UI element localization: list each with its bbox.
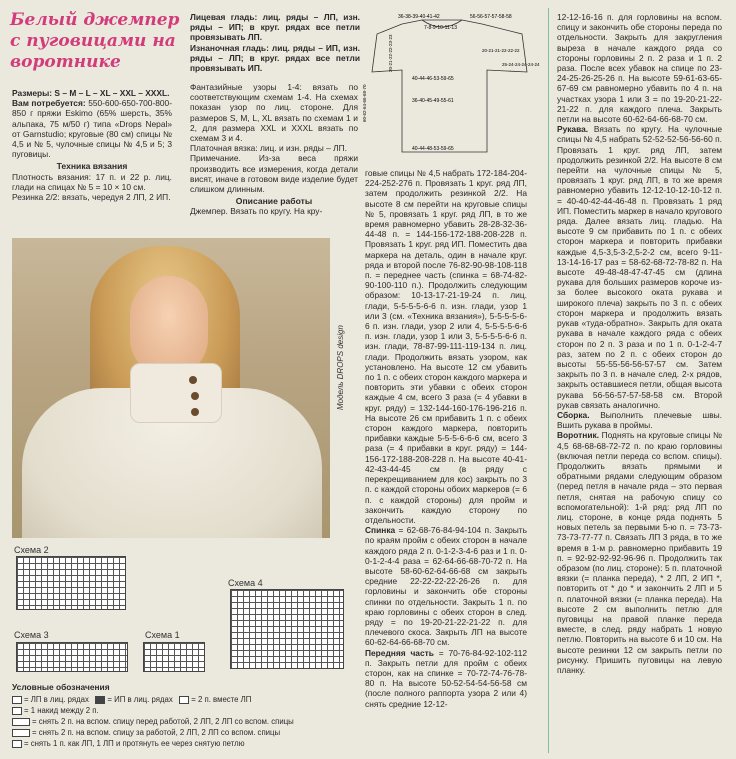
garment-schematic [362,12,542,167]
legend-title: Условные обозначения [12,682,110,692]
schem-body: 36-40-45-49-55-61 [412,98,454,104]
legend-item: = 1 накид между 2 п. [24,706,99,715]
sleeve-text: Вязать по кругу. На чулочные спицы № 4,5 набрать 52-52-52-56-56-60 п. Провязать 1 круг. ряд ЛП, затем продолжить резинкой 2/2. На высоте 8 см перейти на чулочные спицы № 5, провязать 1 круг. ряд ЛП, в то же время равномерно убавить 12-12-10-12-10-12 п. = 40-40-42-44-46-48 п. Провязать 1 ряд ИП. Поместить маркер в начало кругового ряда. Далее вязать лиц. гладью. На высоте 9 см прибавить по 1 п. с обеих сторон маркера и повторить прибавки каждые 4,5-3,5-3-2,5-2-2 см, всего 9-11-13-14-16-17 раз = 58-62-68-72-78-82 п. На высоте 49-48-48-47-47-45 см (длина рукава для больших размеров короче из-за более высокого оката рукава и широкого плеча) закрыть по 3 п. с обеих сторон маркера и продолжить вязать рукав «туда-обратно». Закрыть для оката рукава в начале каждого ряда с обеих сторон по 2 п. 3 раза и по 1 п. 0-1-2-4-7 раз, затем по 2 п. с обеих сторон до высоты 55-55-56-56-57-57 см. Затем закрыть по 3 п. в начале след. 2-х рядов, закрыть оставшиеся петли, общая высота рукава 56-56-57-57-58-58 см. Второй рукав связать аналогично. [557,124,722,410]
chart-3-grid [16,642,128,672]
schem-side: 60-62-64-66-68-70 [362,84,367,122]
photo-collar [130,363,222,423]
model-photo [12,238,330,538]
neck-text: 12-12-16-16 п. для горловины на вспом. спицу и закончить обе стороны переда по отдельности. Закрыть для закругления выреза в начале каждого ряда со стороны горловины 2 п. 2 раза и 1 п. 2 раза. После всех убавок на спице по 23-24-25-26-25-26 п. На высоте 59-61-63-65-67-69 см равномерно убавить по 4 п. на участках узора 1 или 3 = по 19-20-21-22-21-22 п. для каждого плеча. Закрыть петли на высоте 60-62-64-66-68-70 см. [557,12,722,125]
assembly-text: Выполнить плечевые швы. Вшить рукава в проймы. [557,409,723,431]
front-label: Передняя часть [365,647,434,658]
title-line-2: с пуговицами на [10,31,176,51]
sizes-text: Размеры: S – M – L – XL – XXL – XXXL. [12,88,170,98]
chart-2-grid [16,556,126,610]
column-materials [12,88,172,202]
chart-2-label: Схема 2 [14,545,49,555]
chart-1-label: Схема 1 [145,630,180,640]
button-icon [189,376,197,384]
back-label: Спинка [365,525,396,536]
garter-text: Платочная вязка: лиц. и изн. ряды – ЛП. [190,143,347,154]
front-stitch-text: Лицевая гладь: лиц. ряды – ЛП, изн. ряды – ИП; в круг. рядах все петли провязывать ЛП. [190,12,360,43]
column-finish [557,12,722,675]
title-line-1: Белый джемпер [10,10,180,30]
schem-chest: 40-44-46-53-59-65 [412,76,454,82]
legend-item: = снять 2 п. на вспом. спицу перед работой, 2 ЛП, 2 ЛП со вспом. спицы [32,717,294,726]
rib-text: Резинка 2/2: вязать, чередуя 2 ЛП, 2 ИП. [12,192,171,203]
column-body [365,168,527,709]
materials-text: 550-600-650-700-800-850 г пряжи Eskimo (65% шерсть, 35% альпака, 75 м/50 г) типа «Drops Nepal» от Garnstudio; круговые (80 см) спицы № 4,5 и № 5, чулочные спицы № 4,5 и 5; 3 пуговицы. [12,98,172,160]
schem-top-dims: 36-38-39-40-41-42 [398,14,440,20]
schem-neck: 7-8-9-10-11-13 [424,25,457,31]
schem-cuff: 25-24-24-24-24-24 [502,62,540,67]
schem-armhole: 20-21-22-22-23-23 [388,34,393,72]
column-stitches [190,12,360,73]
schem-sleeve-dims: 56-56-57-57-58-58 [470,14,512,20]
work-heading: Описание работы [235,196,313,207]
chart-3-label: Схема 3 [14,630,49,640]
legend-item: = снять 2 п. на вспом. спицу за работой, 2 ЛП, 2 ЛП со вспом. спицы [32,728,281,737]
jumper-text: Джемпер. Вязать по кругу. На кру- [190,206,323,217]
back-stitch-text: Изнаночная гладь: лиц. ряды – ИП, изн. ряды – ЛП; в круг. рядах все петли провязывать ИП. [190,42,360,74]
back-text: = 62-68-76-84-94-104 п. Закрыть по краям пройм с обеих сторон в начале каждого ряда 2 п. 0-1-2-3-4-6 раз и 1 п. 0-0-1-2-4-4 раза = 62-64-66-68-70-72 п. На высоте 58-60-62-64-66-68 см закрыть средние 22-22-22-22-26-26 п. для горловины и закончить обе стороны спинки по отдельности. Закрыть 1 п. по краю горловины с обеих сторон в след. ряду = по 19-20-21-22-21-22 п. для плечевого скоса. Закрыть ЛП на высоте 60-62-64-66-68-70 см. [365,525,527,648]
knit-symbol-icon [12,696,22,704]
cable-front-symbol-icon [12,718,30,726]
chart-1-grid [143,642,205,672]
note-text: Примечание. Из-за веса пряжи производить все измерения, когда детали висят, иначе в готовом виде изделие будет слишком длинным. [190,153,358,195]
page-title [10,10,180,73]
legend-item: = ЛП в лиц. рядах [24,695,89,704]
assembly-label: Сборка. [557,409,590,420]
cable-back-symbol-icon [12,729,30,737]
k2tog-symbol-icon [179,696,189,704]
materials-label: Вам потребуется: [12,98,86,109]
photo-credit: Модель DROPS design [336,325,345,410]
column-divider [548,8,549,753]
photo-face [130,276,208,376]
front-text: = 70-76-84-92-102-112 п. Закрыть петли для пройм с обеих сторон, как на спинке = 70-72-74-76-78-80 п. На высоте 50-52-54-54-56-58 см (после полного раппорта узора 2 или 4) снять средние 12-12- [365,647,528,709]
yarn-over-symbol-icon [12,707,22,715]
sleeve-label: Рукава. [557,124,589,135]
purl-symbol-icon [95,696,105,704]
collar-text: Поднять на круговые спицы № 4,5 68-68-68-72-72 п. по краю горловины (включая петли переда со вспом. спицы). Продолжить вязать прямыми и обратными рядами следующим образом (перед петля в начале ряда – это первая петля, снятая на рабочую спицу со вспомогательной): 1-й ряд: ряд ЛП по лиц. стороне, в конце ряда поднять 5 новых петель за первыми 5-ю п. = 73-73-73-73-77-77 п. Связать ЛП 3 ряда, в то же время в 1-м р. равномерно прибавить 19 п. = 92-92-92-92-96-96 п. Продолжить так образом (по лиц. стороне): 5 п. платочной вязки (= планка переда), * 2 ЛП, 2 ИП *, повторить от * до * и закончить 2 ЛП и 5 п. платочной вязки (= планка переда). На высоте 2 см выполнить петлю для пуговицы на правой планке переда вместе, в след. ряду набрать 1 новую петлю. Повторить на высоте 6 и 10 см. На высоте резинки 12 см закрыть петли по рисунку. Пришить пуговицы на левую планку. [557,430,723,675]
skpo-symbol-icon [12,740,22,748]
title-line-3: воротнике [10,52,121,72]
button-icon [191,408,199,416]
schem-sleeve-side: 20-21-21-22-22-22 [482,48,520,53]
legend-item: = снять 1 п. как ЛП, 1 ЛП и протянуть ее через снятую петлю [24,739,245,748]
legend-item: = ИП в лиц. рядах [107,695,173,704]
density-text: Плотность вязания: 17 п. и 22 р. лиц. глади на спицах № 5 = 10 × 10 см. [12,171,172,192]
column-stitches-2 [190,82,358,217]
schem-hem: 40-44-48-53-59-65 [412,146,454,152]
body-text: говые спицы № 4,5 набрать 172-184-204-224-252-276 п. Провязать 1 круг. ряд ЛП, затем продолжить резинкой 2/2. На высоте 8 см перейти на круговые спицы № 5, провязать 1 круг. ряд ЛП, в то же время равномерно убавить 28-28-32-36-44-48 п. = 144-156-172-188-208-228 п. Провязать 1 круг. ряд ИП. Поместить два маркера на деталь, один в начале круг. ряда и второй после 76-82-90-98-108-118 п. = переднее часть (спинка = 68-74-82-90-100-110 п.). Продолжить следующим образом: 10-13-17-21-19-24 п. лиц. глади, 5-5-5-5-6-6 п. изн. глади, узор 1 или 3 (см. «Техника вязания»), 5-5-5-5-6-6 п. изн. глади, узор 2 или 4, 5-5-5-5-6-6 п. изн. глади, узор 1 или 3, 5-5-5-5-6-6 п. изн. глади, 78-87-99-111-119-134 п. лиц. глади. Продолжить вязать узором, как установлено. На высоте 12 см убавить по 1 п. с обеих сторон каждого маркера и повторить эти убавки с обеих сторон каждые 4 см, всего 3 раза (= 4 убавки в круг. ряду) = 132-144-160-176-196-216 п. На высоте 26 см прибавить 1 п. с обеих сторон каждого маркера, повторить прибавки каждые 5-5-5-6-6-6 см, всего 3 раза (= 4 прибавки в круг. ряду) = 144-156-172-188-208-228 п. На высоте 40-41-42-43-44-45 см (в ряду с перекрещиванием для кос) закрыть по 3 п. с каждой стороны обоих маркеров (= 6 п. с каждой стороны) для пройм и закончить каждую сторону по отдельности. [365,168,527,525]
fancy-text: Фантазийные узоры 1-4: вязать по соответствующим схемам 1-4. На схемах показан узор по лиц. стороне. Для размеров S, M, L, XL вязать по схемам 1 и 2, для размера XXL и XXXL вязать по схемам 3 и 4. [190,82,358,144]
chart-4-grid [230,589,344,669]
technique-heading: Техника вязания [56,161,128,172]
legend-item: = 2 п. вместе ЛП [191,695,252,704]
collar-label: Воротник. [557,430,600,441]
button-icon [191,392,199,400]
chart-4-label: Схема 4 [228,578,263,588]
legend [12,682,352,749]
